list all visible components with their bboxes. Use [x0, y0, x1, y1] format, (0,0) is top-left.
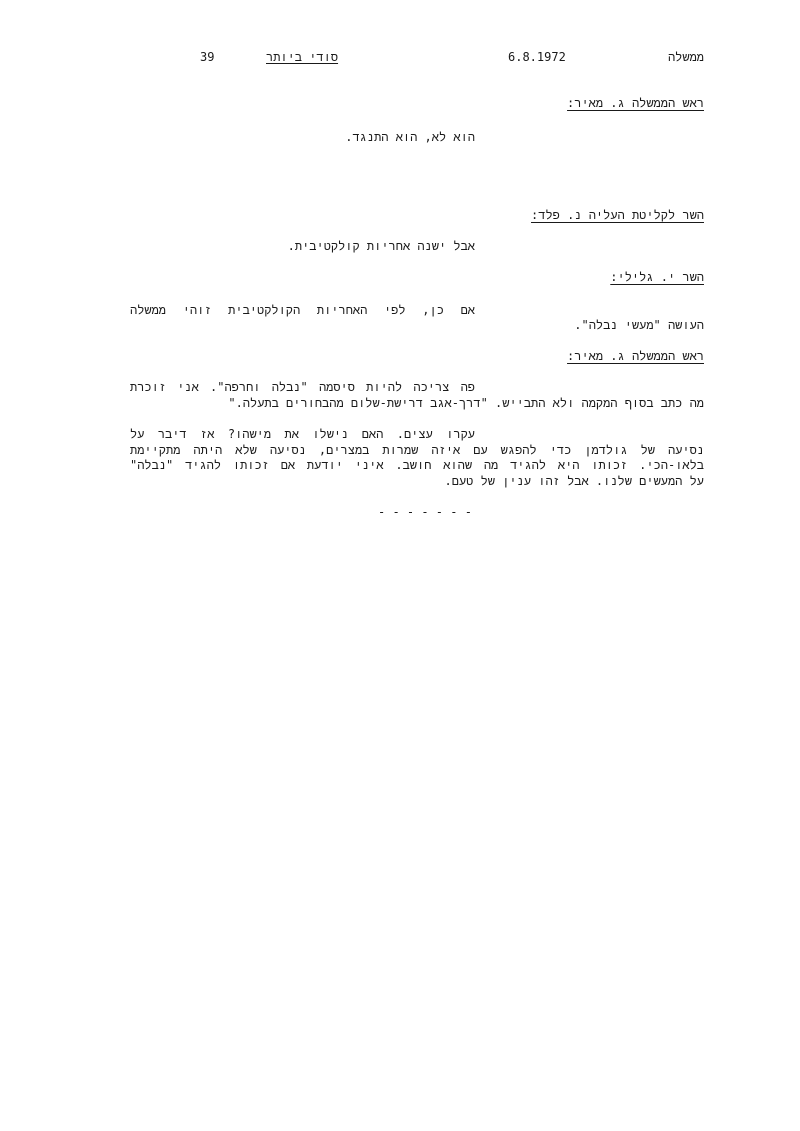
speaker-label: השר י. גלילי:: [610, 270, 704, 284]
speech-line: על המעשים שלנו. אבל זהו ענין של טעם.: [444, 474, 704, 488]
speaker-label: ראש הממשלה ג. מאיר:: [567, 349, 704, 363]
speech-line: מה כתב בסוף המקמה ולא התבייש. "דרך-אגב דרישת-שלום מהבחורים בתעלה.": [228, 396, 704, 410]
speaker-label: השר לקליטת העליה נ. פלד:: [531, 208, 704, 222]
speech-line: אם כן, לפי האחריות הקולקטיבית זוהי ממשלה: [130, 303, 475, 317]
speech-line: עקרו עצים. האם נישלו את מישהו? אז דיבר על: [130, 427, 475, 441]
speaker-label: ראש הממשלה ג. מאיר:: [567, 96, 704, 110]
speech-line: נסיעה של גולדמן כדי להפגש עם איזה שמרות במצרים, נסיעה שלא היתה מתקיימת: [130, 443, 704, 457]
classification-label: סודי ביותר: [266, 50, 339, 64]
speech-line: העושה "מעשי נבלה".: [574, 318, 704, 332]
speech-line: בלאו-הכי. זכותו היא להגיד מה שהוא חושב. איני יודעת אם זכותו להגיד "נבלה": [130, 458, 704, 472]
speech-line: הוא לא, הוא התנגד.: [345, 130, 475, 144]
document-date: 6.8.1972: [508, 50, 566, 64]
speech-line: אבל ישנה אחריות קולקטיבית.: [287, 239, 475, 253]
page-number: 39: [200, 50, 215, 64]
document-header-title: ממשלה: [667, 50, 704, 64]
end-of-section-marker: - - - - - - -: [378, 505, 472, 519]
speech-line: פה צריכה להיות סיסמה "נבלה וחרפה". אני זוכרת: [130, 380, 475, 394]
